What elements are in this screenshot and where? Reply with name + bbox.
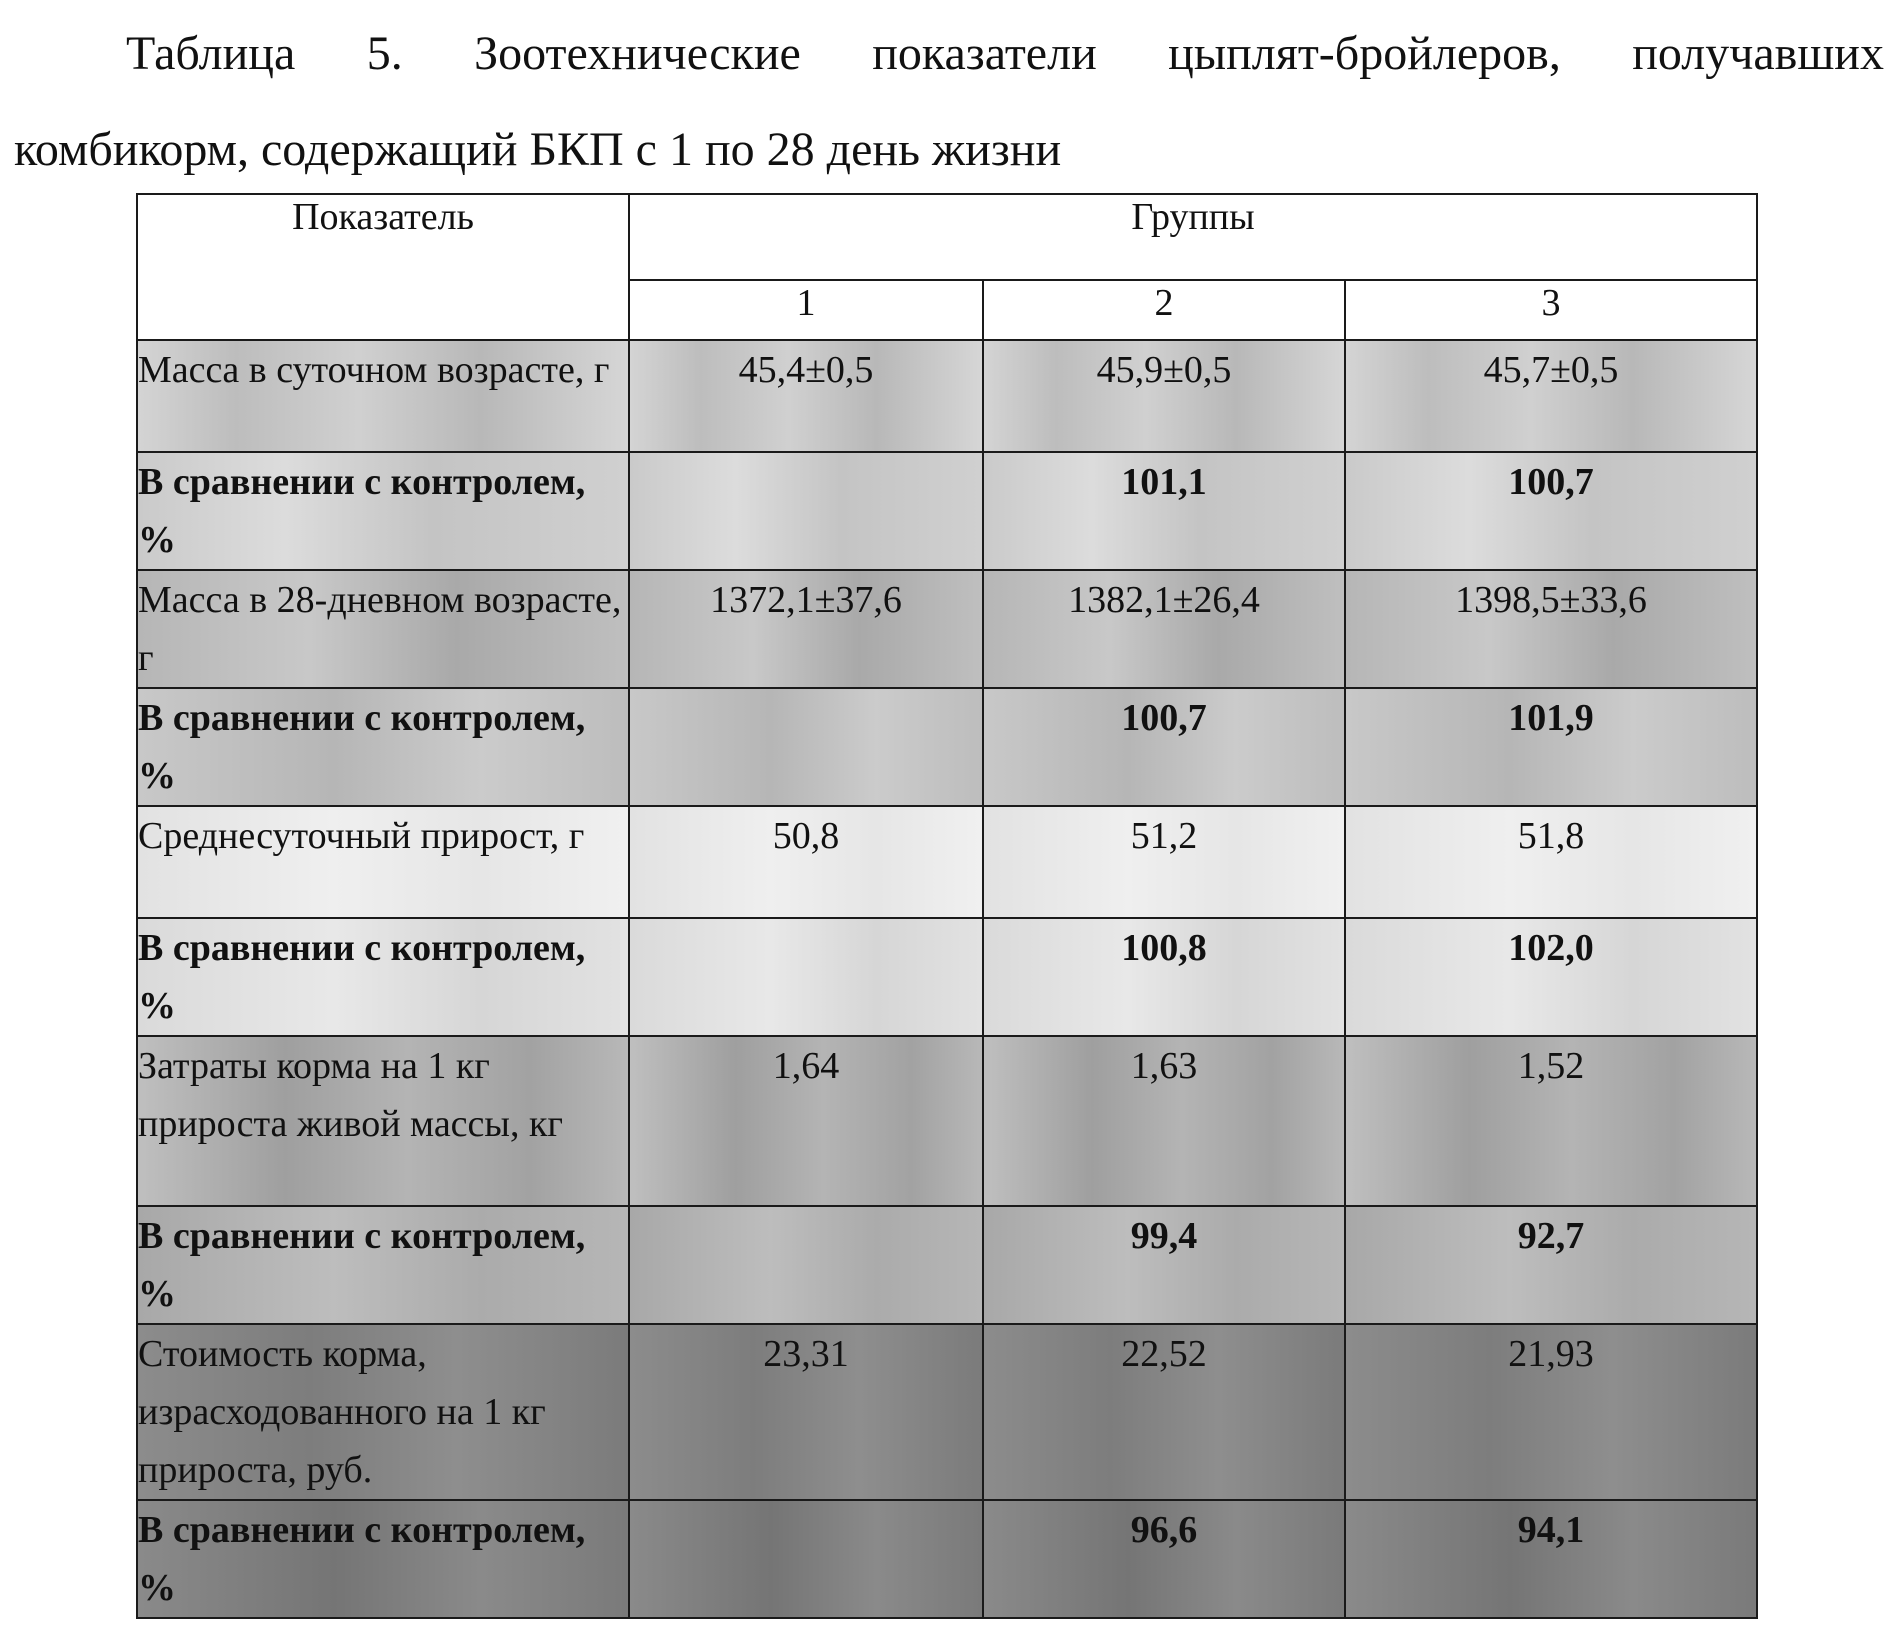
cell-group-3: 1398,5±33,6 [1345, 570, 1757, 688]
header-group-2: 2 [983, 280, 1345, 340]
cell-group-2: 99,4 [983, 1206, 1345, 1324]
cell-group-1: 23,31 [629, 1324, 983, 1500]
table-row [137, 1324, 1757, 1500]
cell-group-2: 96,6 [983, 1500, 1345, 1618]
header-group-1: 1 [629, 280, 983, 340]
table-row [137, 1036, 1757, 1206]
caption-line-2: комбикорм, содержащий БКП с 1 по 28 день жизни [14, 123, 1062, 176]
row-label: В сравнении с контролем, % [137, 688, 629, 806]
header-groups: Группы [629, 194, 1757, 280]
header-indicator: Показатель [137, 194, 629, 340]
cell-group-3: 21,93 [1345, 1324, 1757, 1500]
cell-group-1 [629, 688, 983, 806]
row-label: В сравнении с контролем, % [137, 452, 629, 570]
header-group-3: 3 [1345, 280, 1757, 340]
cell-group-3: 100,7 [1345, 452, 1757, 570]
cell-group-2: 1382,1±26,4 [983, 570, 1345, 688]
row-label: Затраты корма на 1 кг прироста живой массы, кг [137, 1036, 629, 1206]
row-label: В сравнении с контролем, % [137, 1206, 629, 1324]
cell-group-2: 1,63 [983, 1036, 1345, 1206]
cell-group-2: 101,1 [983, 452, 1345, 570]
cell-group-1 [629, 1500, 983, 1618]
cell-group-1: 45,4±0,5 [629, 340, 983, 452]
row-label: Стоимость корма, израсходованного на 1 кг прироста, руб. [137, 1324, 629, 1500]
table-caption [14, 6, 1884, 198]
row-label: Массa в суточном возрасте, г [137, 340, 629, 452]
row-label: В сравнении с контролем, % [137, 1500, 629, 1618]
table-row [137, 1206, 1757, 1324]
table-row [137, 570, 1757, 688]
table-row [137, 452, 1757, 570]
table-row [137, 806, 1757, 918]
cell-group-1 [629, 452, 983, 570]
cell-group-3: 51,8 [1345, 806, 1757, 918]
cell-group-1 [629, 918, 983, 1036]
row-label: Среднесуточный прирост, г [137, 806, 629, 918]
table-row [137, 688, 1757, 806]
cell-group-2: 51,2 [983, 806, 1345, 918]
cell-group-1: 1,64 [629, 1036, 983, 1206]
table-row [137, 340, 1757, 452]
cell-group-3: 45,7±0,5 [1345, 340, 1757, 452]
cell-group-1: 50,8 [629, 806, 983, 918]
cell-group-3: 94,1 [1345, 1500, 1757, 1618]
caption-line-1: Таблица 5. Зоотехнические показатели цыплят-бройлеров, получавших [126, 27, 1884, 80]
cell-group-2: 45,9±0,5 [983, 340, 1345, 452]
cell-group-1 [629, 1206, 983, 1324]
cell-group-3: 101,9 [1345, 688, 1757, 806]
cell-group-2: 22,52 [983, 1324, 1345, 1500]
cell-group-1: 1372,1±37,6 [629, 570, 983, 688]
cell-group-3: 1,52 [1345, 1036, 1757, 1206]
cell-group-2: 100,8 [983, 918, 1345, 1036]
cell-group-2: 100,7 [983, 688, 1345, 806]
row-label: В сравнении с контролем, % [137, 918, 629, 1036]
row-label: Масса в 28-дневном возрасте, г [137, 570, 629, 688]
zootechnical-indicators-table [136, 193, 1758, 1619]
table-row [137, 918, 1757, 1036]
cell-group-3: 92,7 [1345, 1206, 1757, 1324]
cell-group-3: 102,0 [1345, 918, 1757, 1036]
table-row [137, 1500, 1757, 1618]
